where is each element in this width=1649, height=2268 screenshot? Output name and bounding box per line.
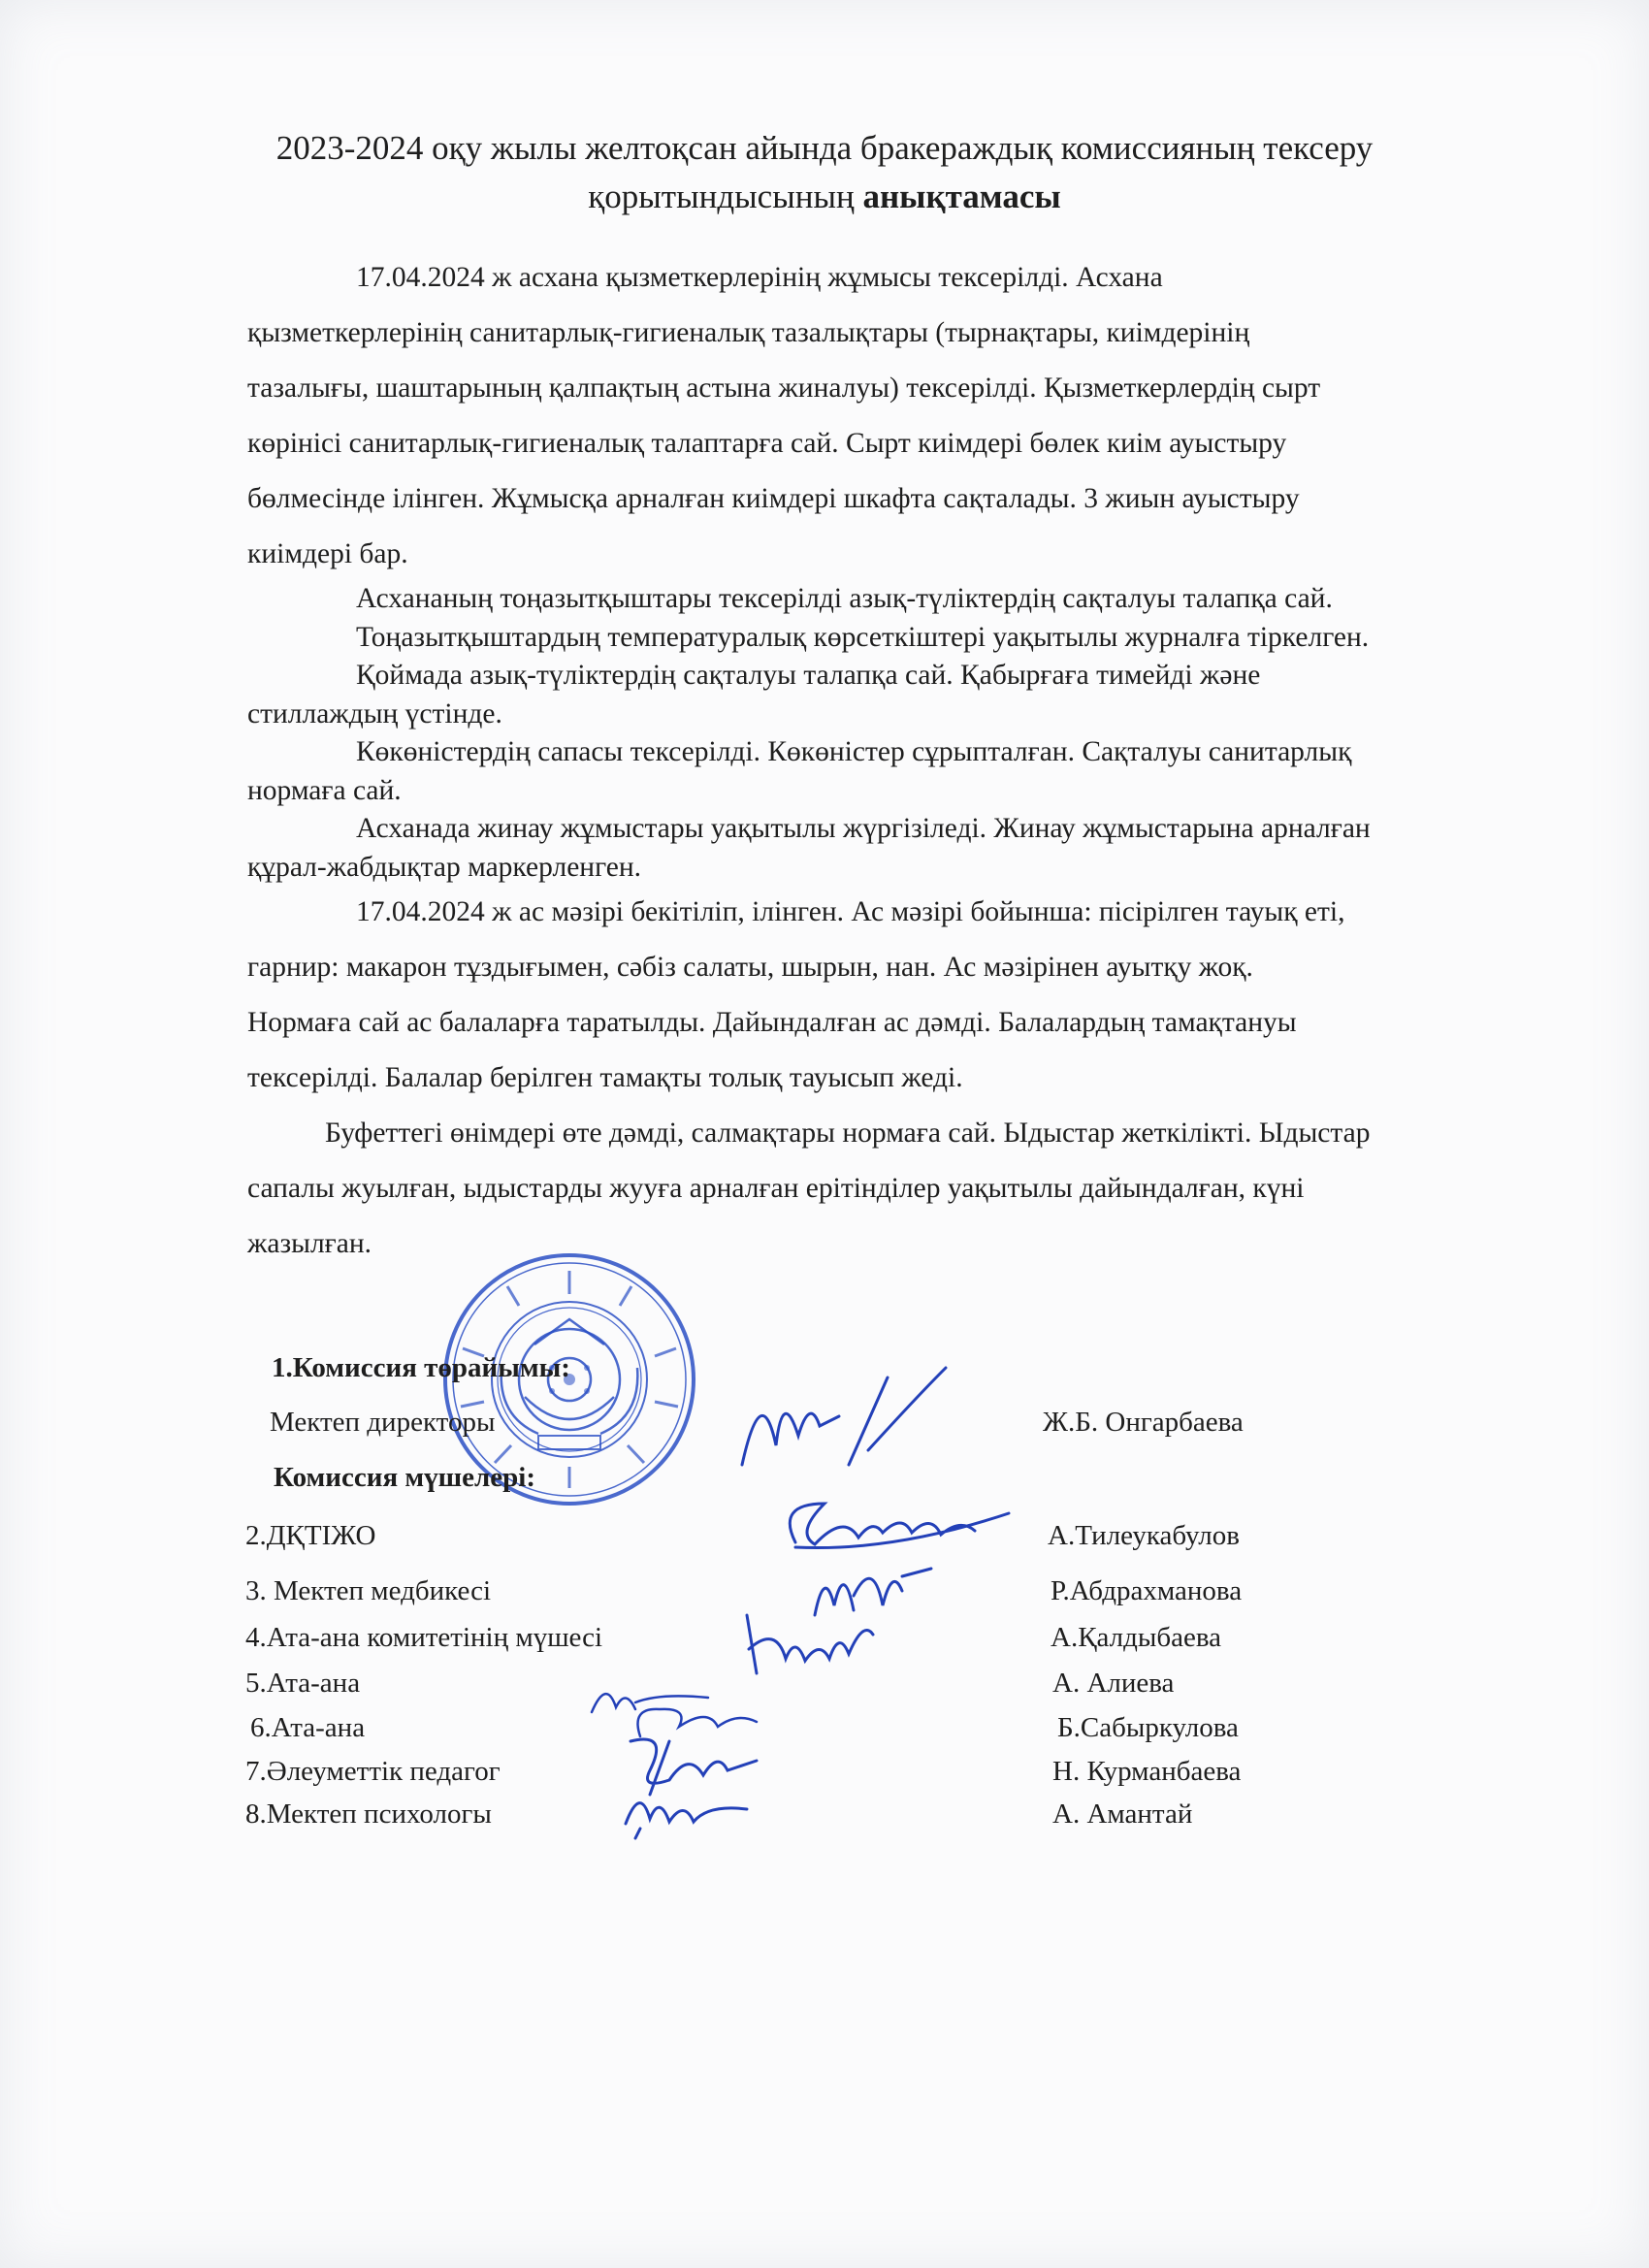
title-line-2: қорытындысының анықтамасы <box>588 178 1061 215</box>
text-line: 17.04.2024 ж асхана қызметкерлерінің жұмысы тексерілді. Асхана <box>356 262 1163 293</box>
text-line: стиллаждың үстінде. <box>247 697 502 729</box>
text-line: гарнир: макарон тұздығымен, сәбіз салаты, шырын, нан. Ас мәзірінен ауытқу жоқ. <box>247 952 1253 983</box>
member-name: Р.Абдрахманова <box>1051 1575 1243 1606</box>
paragraph-menu-check <box>247 885 1345 1106</box>
member-role: 5.Ата-ана <box>245 1668 361 1699</box>
text-line: Асхананың тоңазытқыштары тексерілді азық-түліктердің сақталуы талапқа сай. <box>356 583 1333 614</box>
chair-heading: 1.Комиссия төрайымы: <box>272 1352 570 1383</box>
member-role: 2.ДҚТІЖО <box>245 1520 376 1551</box>
text-line: Асханада жинау жұмыстары уақытылы жүргізіледі. Жинау жұмыстарына арналған <box>356 813 1371 844</box>
text-line: тексерілді. Балалар берілген тамақты толық тауысып жеді. <box>247 1062 963 1093</box>
chair-signature <box>723 1358 955 1494</box>
text-line: қызметкерлерінің санитарлық-гигиеналық тазалықтары (тырнақтары, киімдерінің <box>247 317 1250 348</box>
members-heading: Комиссия мүшелері: <box>274 1462 535 1493</box>
member-role: 7.Әлеуметтік педагог <box>245 1756 501 1787</box>
paragraph-storage-check <box>247 580 1371 887</box>
text-line: Тоңазытқыштардың температуралық көрсеткіштері уақытылы журналға тіркелген. <box>356 621 1370 653</box>
paragraph-buffet-check <box>247 1106 1370 1272</box>
document-title <box>175 124 1474 221</box>
text-line: киімдері бар. <box>247 538 408 569</box>
text-line: көрінісі санитарлық-гигиеналық талаптарға сай. Сырт киімдері бөлек киім ауыстыру <box>247 428 1287 459</box>
text-line: Қоймада азық-түліктердің сақталуы талапқа сай. Қабырғаға тимейді және <box>356 660 1261 691</box>
text-line: сапалы жуылған, ыдыстарды жууға арналған ерітінділер уақытылы дайындалған, күні <box>247 1173 1305 1204</box>
title-bold-word: анықтамасы <box>862 178 1061 215</box>
signature-member-4 <box>737 1601 883 1688</box>
text-line: нормаға сай. <box>247 774 402 806</box>
signature-member-8 <box>611 1775 757 1843</box>
member-role: 4.Ата-ана комитетінің мүшесі <box>245 1622 603 1653</box>
chair-name: Ж.Б. Онгарбаева <box>1043 1407 1244 1438</box>
paragraph-staff-check <box>247 250 1508 582</box>
member-name: А. Амантай <box>1052 1798 1193 1830</box>
text-line: 17.04.2024 ж ас мәзірі бекітіліп, ілінген. Ас мәзірі бойынша: пісірілген тауық еті, <box>356 896 1345 927</box>
member-name: Б.Сабыркулова <box>1057 1712 1239 1743</box>
member-name: А. Алиева <box>1052 1668 1175 1699</box>
title-line-1: 2023-2024 оқу жылы желтоқсан айында бракераждық комиссияның тексеру <box>275 129 1374 167</box>
chair-role: Мектеп директоры <box>270 1407 496 1438</box>
text-line: Буфеттегі өнімдері өте дәмді, салмақтары нормаға сай. Ыдыстар жеткілікті. Ыдыстар <box>325 1118 1371 1149</box>
member-role: 3. Мектеп медбикесі <box>245 1575 492 1606</box>
member-name: Н. Курманбаева <box>1052 1756 1242 1787</box>
member-name: А.Тилеукабулов <box>1048 1520 1240 1551</box>
text-line: Көкөністердің сапасы тексерілді. Көкөністер сұрыпталған. Сақталуы санитарлық <box>356 736 1352 767</box>
text-line: жазылған. <box>247 1228 372 1259</box>
text-line: бөлмесінде ілінген. Жұмысқа арналған киімдері шкафта сақталады. 3 жиын ауыстыру <box>247 483 1300 514</box>
text-line: тазалығы, шаштарының қалпақтың астына жиналуы) тексерілді. Қызметкерлердің сырт <box>247 373 1321 404</box>
member-name: А.Қалдыбаева <box>1051 1622 1222 1653</box>
member-role: 8.Мектеп психологы <box>245 1798 492 1830</box>
member-role: 6.Ата-ана <box>250 1712 366 1743</box>
text-line: құрал-жабдықтар маркерленген. <box>247 851 642 883</box>
text-line: Нормаға сай ас балаларға таратылды. Дайындалған ас дәмді. Балалардың тамақтануы <box>247 1007 1297 1038</box>
